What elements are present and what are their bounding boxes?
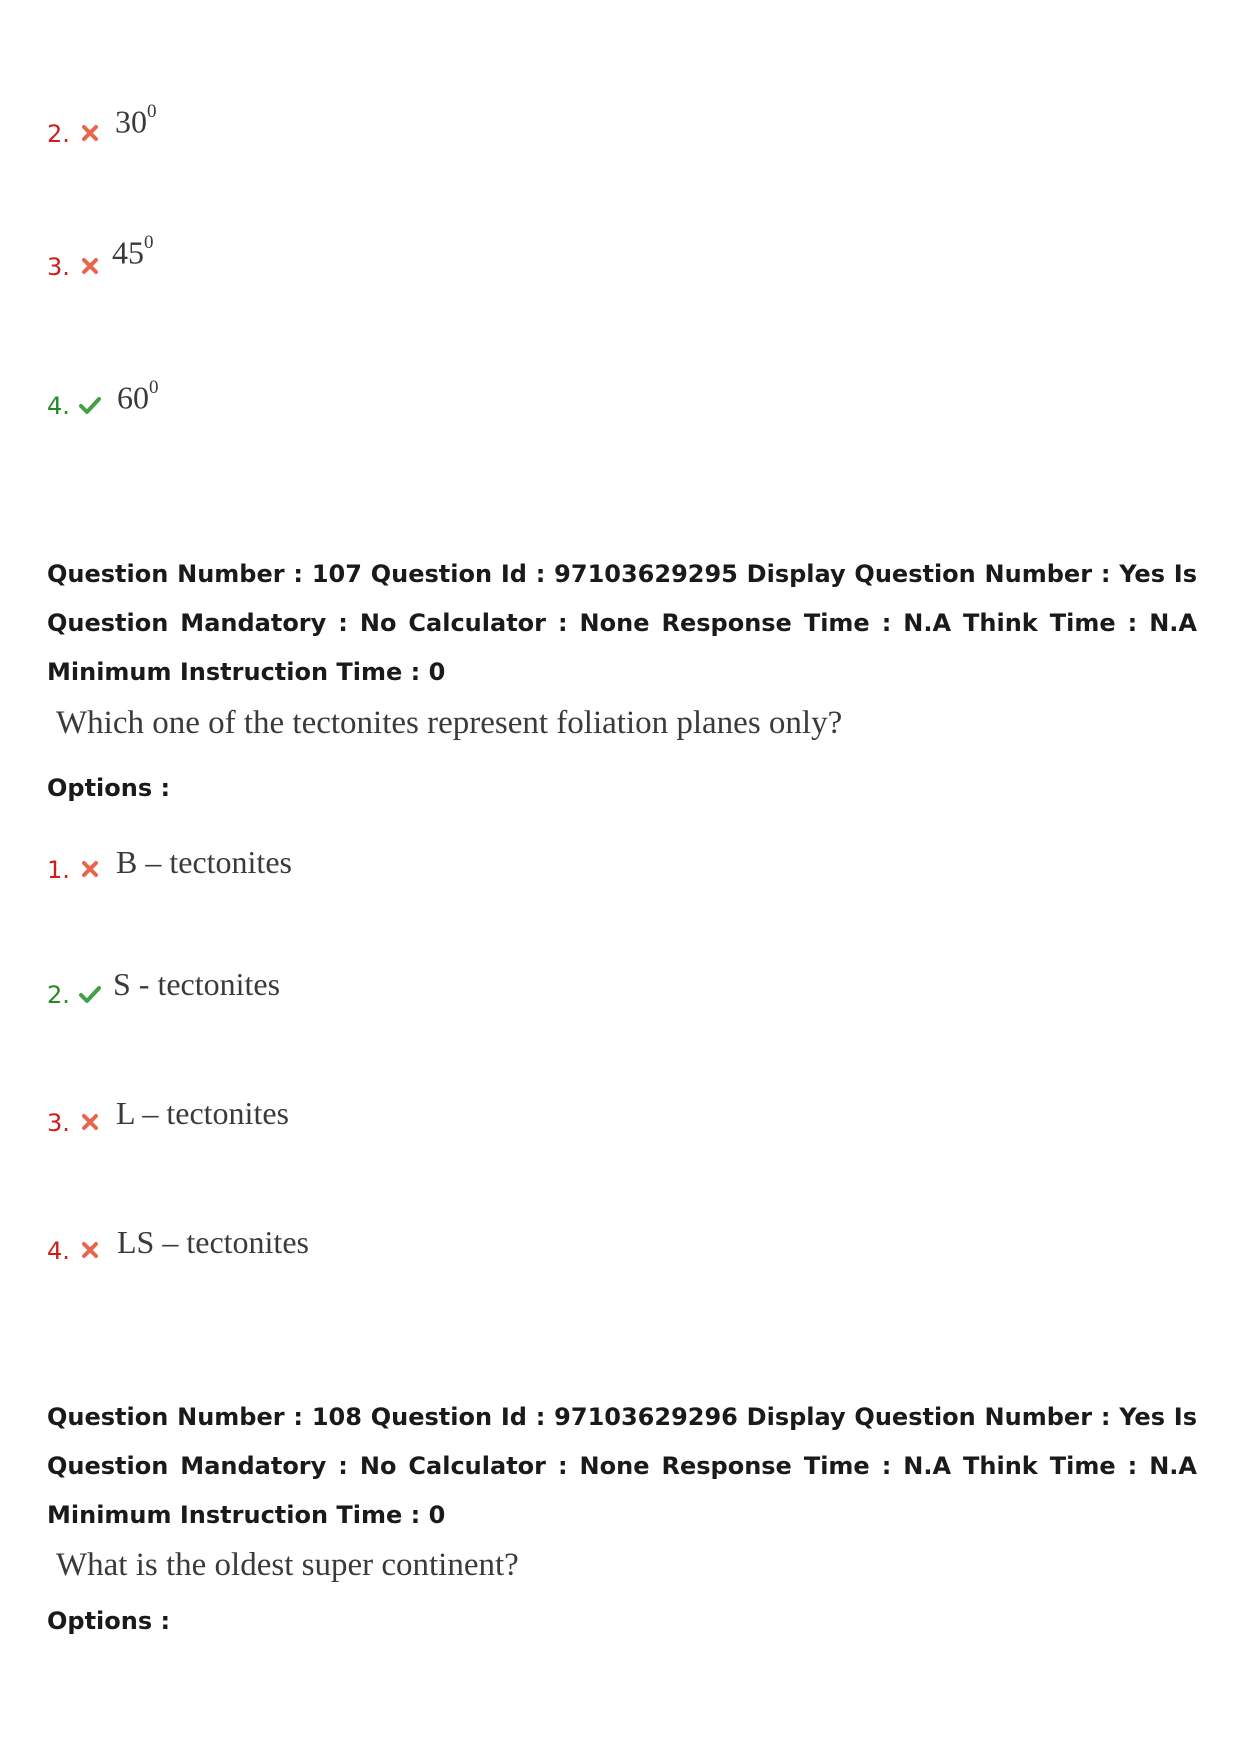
option-text: L – tectonites [116,1095,289,1131]
option-number: 2. [47,120,70,148]
option-number: 3. [47,1109,70,1137]
options-label: Options : [47,774,171,802]
option-number: 4. [47,392,70,420]
option-text: $30^0$ [115,101,157,140]
option-text: S - tectonites [113,966,281,1002]
cross-icon [79,255,101,277]
option-number: 2. [47,981,70,1009]
option-text: $60^0$ [117,377,159,416]
option-text: $45^0$ [112,232,154,271]
question-header: Question Number : 107 Question Id : 97103629295 Display Question Number : Yes Is Question Mandatory : No Calculator : None Response Time : N.A Think Time : N.A Minimum Instruction Time : 0 [47,560,1197,686]
option-number: 3. [47,253,70,281]
cross-icon [79,122,101,144]
question-text: What is the oldest super continent? [56,1547,519,1583]
question-text: Which one of the tectonites represent foliation planes only? [56,705,843,741]
option-text: B – tectonites [116,844,292,880]
options-label: Options : [47,1607,171,1635]
option-text: LS – tectonites [117,1224,309,1260]
cross-icon [79,1239,101,1261]
check-icon [79,394,101,416]
check-icon [79,983,101,1005]
cross-icon [79,1111,101,1133]
option-number: 4. [47,1237,70,1265]
cross-icon [79,858,101,880]
option-number: 1. [47,856,70,884]
question-header: Question Number : 108 Question Id : 97103629296 Display Question Number : Yes Is Question Mandatory : No Calculator : None Response Time : N.A Think Time : N.A Minimum Instruction Time : 0 [47,1403,1197,1529]
